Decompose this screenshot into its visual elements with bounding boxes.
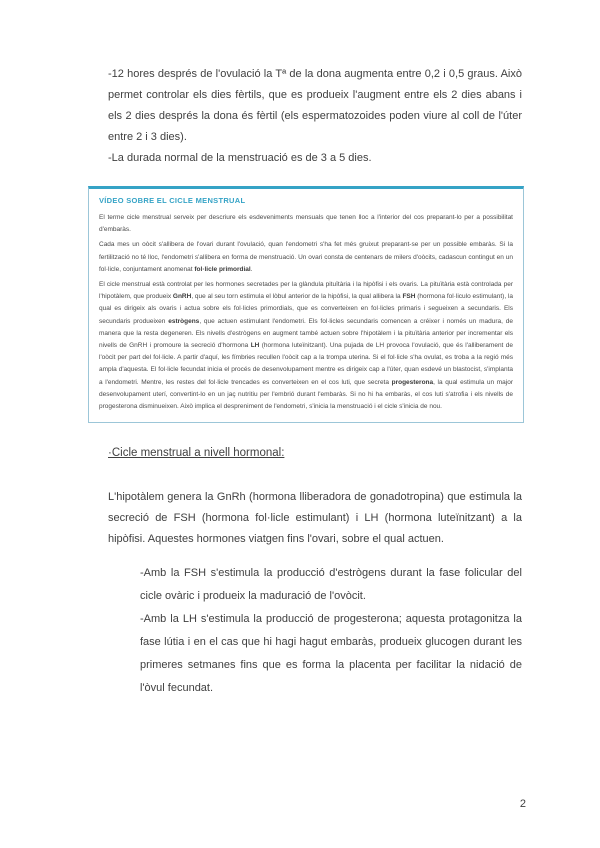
paragraph-fsh: -Amb la FSH s'estimula la producció d'estrògens durant la fase folicular del cicle ovàric i produeix la maduració de l'ovòcit. — [140, 567, 522, 603]
video-box-title: VÍDEO SOBRE EL CICLE MENSTRUAL — [99, 196, 246, 205]
paragraph-lh: -Amb la LH s'estimula la producció de progesterona; aquesta protagonitza la fase lútia i en el cas que hi hagi hagut embaràs, produeix glucogen durant les primeres setmanes fins que es forma la placenta per facilitar la nidació de l'òvul fecundat. — [140, 613, 522, 695]
page-number: 2 — [519, 798, 526, 810]
video-box-paragraph: Cada mes un oòcit s'allibera de l'ovari durant l'ovulació, quan l'endometri s'ha fet més gruixut preparant-se per un possible embaràs. Si la fertilització no té lloc, l'endometri s'allibera en forma de menstruació. Un ovari consta de centenars de milers d'oòcits, cadascun contingut en un fol·licle, conjuntament anomenat fol·licle primordial. — [99, 241, 513, 273]
paragraph-menstruation-duration: -La durada normal de la menstruació es de 3 a 5 dies. — [108, 152, 372, 164]
section-heading-hormonal-cycle: ·Cicle menstrual a nivell hormonal: — [108, 447, 285, 460]
paragraph-hormonal-intro: L'hipotàlem genera la GnRh (hormona lliberadora de gonadotropina) que estimula la secreció de FSH (hormona fol·licle estimulant) i LH (hormona luteïnitzant) a la hipòfisi. Aquestes hormones viatgen fins l'ovari, sobre el qual actuen. — [108, 491, 522, 546]
video-box-body — [99, 212, 513, 413]
video-box-paragraph: El terme cicle menstrual serveix per descriure els esdeveniments mensuals que tenen lloc a l'interior del cos preparant-lo per a possibilitat d'embaràs. — [99, 214, 513, 234]
video-info-box — [88, 186, 524, 423]
paragraph-temperature: -12 hores després de l'ovulació la Tª de la dona augmenta entre 0,2 i 0,5 graus. Això permet controlar els dies fèrtils, que es produeix l'augment entre els 2 dies abans i els 2 dies després la dona és fèrtil (els espermatozoides poden viure al coll de l'úter entre 2 i 3 dies). — [108, 68, 522, 143]
video-box-paragraph: El cicle menstrual està controlat per les hormones secretades per la glàndula pituïtària i la hipòfisi i els ovaris. La pituïtària està controlada per l'hipotàlem, que produeix GnRH, que al seu torn estimula el lòbul anterior de la hipòfisi, la qual allibera la FSH (hormona fol·liculo estimulant), la qual es dirigeix als ovaris i actua sobre els fol·licles primordials, que es converteixen en fol·licles primaris i segueixen a secundaris. Els secundaris produeixen estrògens, que actuen estimulant l'endometri. Els fol·licles secundaris comencen a créixer i només un madura, de manera que la resta degeneren. Els nivells d'estrògens en augment també actuen sobre l'hipotàlem i la pituïtària anterior per incrementar els nivells de GnRH i promoure la secreció d'hormona LH (hormona luteïnitzant). Una pujada de LH provoca l'ovulació, que és l'alliberament de l'oòcit per part del fol·licle. A partir d'aquí, les fímbries recullen l'oòcit cap a la trompa uterina. Si el fol·licle s'ha ovulat, es troba a la regió més ampla d'aquesta. El fol·licle fecundat inicia el procés de desenvolupament mentre es dirigeix cap a l'úter, quan esdevé un blastocist, s'implanta a l'endometri. Mentre, les restes del fol·licle trencades es converteixen en el cos luti, que secreta progesterona, la qual estimula un major desenvolupament uterí, convertint-lo en un jaç nutritiu per l'embrió durant l'embaràs. Si no hi ha embaràs, el cos luti s'atrofia i els nivells de progesterona disminueixen. Això implica el despreniment de l'endometri, s'inicia la menstruació i el cicle s'inicia de nou. — [99, 281, 514, 411]
indented-block — [140, 562, 522, 700]
